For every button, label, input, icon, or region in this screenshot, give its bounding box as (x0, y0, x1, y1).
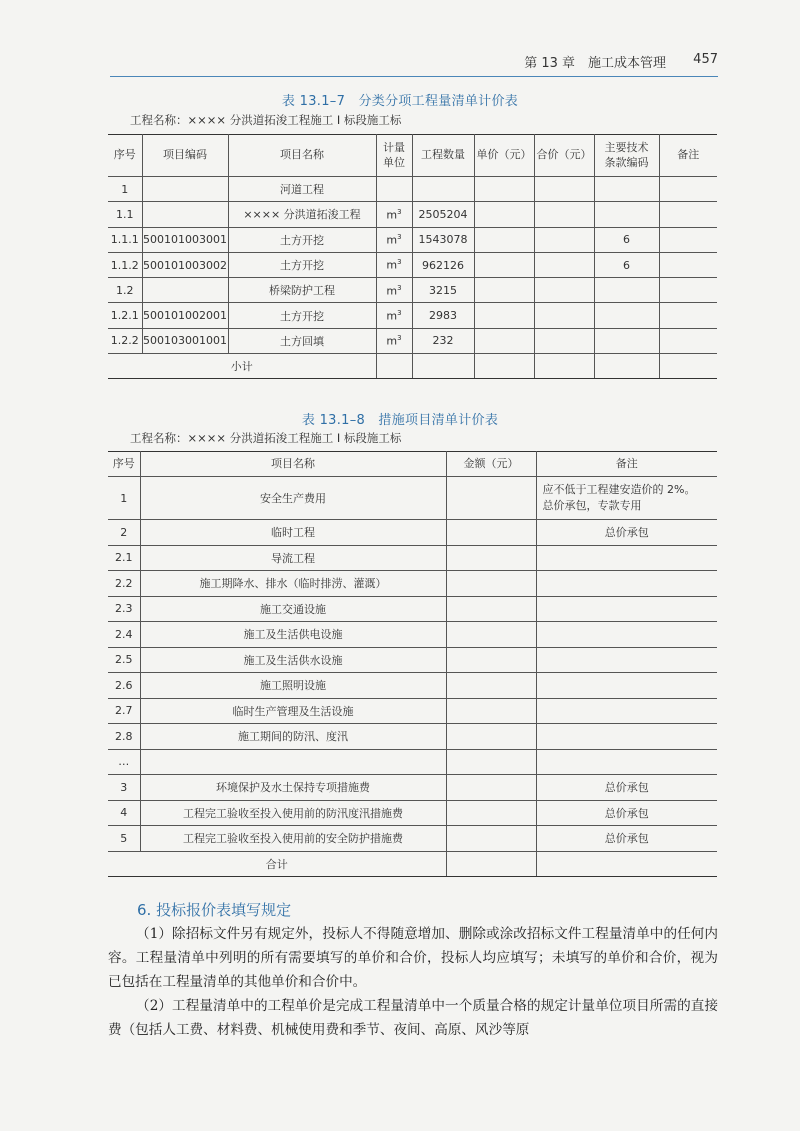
unit-cell: $m^3$ (376, 227, 412, 252)
t1-col-name: 项目名称 (228, 135, 376, 177)
section-title: 6. 投标报价表填写规定 (137, 901, 292, 919)
table-row: 1.1.1 500101003001 土方开挖 $m^3$ 1543078 6 (108, 227, 717, 252)
t1-col-code: 项目编码 (142, 135, 228, 177)
t2-row1-remark: 应不低于工程建安造价的 2%。 总价承包，专款专用 (536, 477, 717, 520)
unit-cell: $m^3$ (376, 202, 412, 227)
unit-cell: $m^3$ (376, 278, 412, 303)
t1-col-quantity: 工程数量 (412, 135, 474, 177)
table-row: 2.5 施工及生活供水设施 (108, 647, 717, 673)
table-row: 2.2 施工期降水、排水（临时排涝、灌溉） (108, 571, 717, 597)
t1-col-remark: 备注 (659, 135, 717, 177)
t2-col-remark: 备注 (536, 452, 717, 477)
table-row: 4 工程完工验收至投入使用前的防汛度汛措施费 总价承包 (108, 800, 717, 826)
paragraph-1: （1）除招标文件另有规定外，投标人不得随意增加、删除或涂改招标文件工程量清单中的任何内容。工程量清单中列明的所有需要填写的单价和合价，投标人均应填写；未填写的单价和合价，视为已包括在工程量清单的其他单价和合价中。 (108, 926, 718, 990)
table1-header-row (108, 135, 717, 177)
paragraph-2: （2）工程量清单中的工程单价是完成工程量清单中一个质量合格的规定计量单位项目所需的直接费（包括人工费、材料费、机械使用费和季节、夜间、高原、风沙等原 (108, 998, 718, 1038)
page-number: 457 (693, 52, 718, 67)
table-row: 2 临时工程 总价承包 (108, 520, 717, 546)
t1-col-total-price: 合价（元） (534, 135, 594, 177)
table1-project-name: 工程名称：×××× 分洪道拓浚工程施工 I 标段施工标 (130, 113, 402, 127)
t1-col-seq: 序号 (108, 135, 142, 177)
table2-project-name: 工程名称：×××× 分洪道拓浚工程施工 I 标段施工标 (130, 431, 402, 445)
t2-total-row (108, 851, 717, 877)
table-row: 1.2.2 500103001001 土方回填 $m^3$ 232 (108, 328, 717, 353)
unit-cell (376, 177, 412, 202)
table-row: … (108, 749, 717, 775)
t2-col-name: 项目名称 (140, 452, 446, 477)
table-row: 5 工程完工验收至投入使用前的安全防护措施费 总价承包 (108, 826, 717, 852)
table-row: 2.7 临时生产管理及生活设施 (108, 698, 717, 724)
t2-total-label: 合计 (108, 851, 446, 877)
table-row: 1 安全生产费用 应不低于工程建安造价的 2%。 总价承包，专款专用 (108, 477, 717, 520)
table-row: 1.2 桥梁防护工程 $m^3$ 3215 (108, 278, 717, 303)
unit-cell: $m^3$ (376, 328, 412, 353)
t2-col-seq: 序号 (108, 452, 140, 477)
table-row: 1.1.2 500101003002 土方开挖 $m^3$ 962126 6 (108, 252, 717, 277)
page-header (110, 50, 718, 77)
table-row: 2.3 施工交通设施 (108, 596, 717, 622)
table-row: 1.2.1 500101002001 土方开挖 $m^3$ 2983 (108, 303, 717, 328)
table-row: 2.1 导流工程 (108, 545, 717, 571)
t1-col-tech-code: 主要技术 条款编码 (594, 135, 659, 177)
t2-col-amount: 金额（元） (446, 452, 536, 477)
unit-cell: $m^3$ (376, 252, 412, 277)
table-row: 3 环境保护及水土保持专项措施费 总价承包 (108, 775, 717, 801)
chapter-title: 第 13 章 施工成本管理 (524, 56, 666, 71)
table1-title: 表 13.1–7 分类分项工程量清单计价表 (281, 94, 519, 109)
table-row: 2.8 施工期间的防汛、度汛 (108, 724, 717, 750)
table-row: 1 河道工程 (108, 177, 717, 202)
unit-cell: $m^3$ (376, 303, 412, 328)
table-row: 1.1 ×××× 分洪道拓浚工程 $m^3$ 2505204 (108, 202, 717, 227)
t1-subtotal-label: 小计 (108, 354, 376, 379)
table2-title: 表 13.1–8 措施项目清单计价表 (301, 413, 499, 428)
table2-header-row (108, 452, 717, 477)
table1-bill-of-quantities (108, 134, 717, 379)
t1-subtotal-row (108, 354, 717, 379)
t1-col-unit: 计量 单位 (376, 135, 412, 177)
table-row: 2.6 施工照明设施 (108, 673, 717, 699)
t1-col-unit-price: 单价（元） (474, 135, 534, 177)
table2-measures-list (108, 451, 717, 877)
table-row: 2.4 施工及生活供电设施 (108, 622, 717, 648)
